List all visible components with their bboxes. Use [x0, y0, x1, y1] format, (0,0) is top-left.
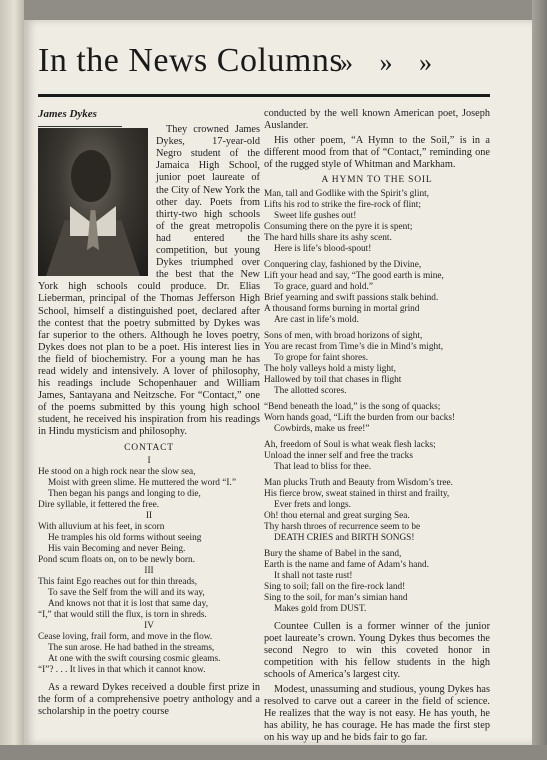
poem-line: Earth is the name and fame of Adam’s hand.: [264, 559, 429, 570]
poem-hymn-to-the-soil: [264, 189, 490, 615]
article-heading: James Dykes: [38, 108, 97, 120]
poem-line: Here is life’s blood-spout!: [274, 243, 372, 254]
right-column: [264, 108, 490, 760]
poem-line: He stood on a high rock near the slow sea,: [38, 466, 196, 477]
page-title: In the News Columns: [38, 42, 344, 79]
stanza-numeral: IV: [144, 620, 154, 631]
poem-line: Cease loving, frail form, and move in the flow.: [38, 631, 213, 642]
poem-line: Lift your head and say, “The good earth is mine,: [264, 270, 444, 281]
poem-line: To grope for faint shores.: [274, 352, 369, 363]
poem-line: Unload the inner self and free the tracks: [264, 450, 413, 461]
page-edge: [532, 0, 547, 760]
portrait-photo: [38, 128, 148, 276]
poem-line: Moist with green slime. He muttered the word “I.”: [48, 477, 236, 488]
poem-stanza: [264, 478, 490, 544]
poem-line: “I”? . . . It lives in that which it cannot know.: [38, 664, 206, 675]
poem-line: Man, tall and Godlike with the Spirit’s glint,: [264, 188, 430, 199]
poem-stanza: [264, 260, 490, 326]
poem-line: Cowbirds, make us free!”: [274, 423, 370, 434]
article-paragraph: Countee Cullen is a former winner of the junior poet laureate’s crown. Young Dykes thus becomes the second Negro to win this coveted honor in competition with his fellow students in the high schools of America’s largest city.: [264, 620, 490, 680]
poem-line: With alluvium at his feet, in scorn: [38, 521, 165, 532]
poem-line: Man plucks Truth and Beauty from Wisdom’s tree.: [264, 477, 453, 488]
poem-line: Makes gold from DUST.: [274, 603, 367, 614]
stanza-numeral: III: [144, 565, 154, 576]
poem-line: Consuming there on the pyre it is spent;: [264, 221, 413, 232]
poem-line: The holy valleys hold a misty light,: [264, 363, 396, 374]
poem-line: Then began his pangs and longing to die,: [48, 488, 201, 499]
poem-line: And knows not that it is lost that same day,: [48, 598, 209, 609]
poem-line: Ever frets and longs.: [274, 499, 351, 510]
poem-line: His fierce brow, sweat stained in thirst and frailty,: [264, 488, 450, 499]
poem-line: Conquering clay, fashioned by the Divine,: [264, 259, 422, 270]
article-paragraph: Modest, unassuming and studious, young Dykes has resolved to carve out a career in the field of science. He realizes that the way is not easy. He has youth, he has ability, he has courage. He has made the first step on his way up and he bids fair to go far.: [264, 684, 490, 744]
poem-line: A thousand forms burning in mortal grind: [264, 303, 420, 314]
poem-stanza: [264, 440, 490, 473]
article-paragraph: His other poem, “A Hymn to the Soil,” is in a different mood from that of “Contact,” reminding one of the rugged style of Whitman and Markham.: [264, 135, 490, 171]
stanza-numeral: II: [145, 510, 153, 521]
poem-title: CONTACT: [124, 442, 174, 453]
poem-line: At one with the swift coursing cosmic gleams.: [48, 653, 221, 664]
poem-stanza: [264, 189, 490, 255]
book-spine: [0, 0, 24, 760]
stanza-numeral: I: [147, 455, 151, 466]
poem-stanza: [264, 402, 490, 435]
poem-stanza: [264, 549, 490, 615]
poem-line: He tramples his old forms without seeing: [48, 532, 202, 543]
poem-line: The sun arose. He had bathed in the streams,: [48, 642, 215, 653]
poem-line: Lifts his rod to strike the fire-rock of flint;: [264, 199, 421, 210]
poem-title: A HYMN TO THE SOIL: [321, 175, 433, 186]
poem-line: Hallowed by toil that chases in flight: [264, 374, 402, 385]
article-paragraph: They crowned James Dykes, 17-year-old Negro student of the Jamaica High School, junior poet laureate of the City of New York the other day. Poets from thirty-two high schools of the great metropolis had entered the competition, but young Dykes triumphed over the best that the New York high schools could produce. Dr. Elias Lieberman, principal of the Thomas Jefferson High School, himself a distinguished poet, declared after the contest that the poetry submitted by Dykes was far superior to the others. Although he loves poetry, Dykes does not plan to be a poet. His interest lies in the field of biochemistry. For a young man he has read widely and intensively. A lover of philosophy, his readings include Schopenhauer and William James, Santayana and Neitzsche. For “Contact,” one of the poems submitted by this young high school student, he received his inspiration from his readings in Hindu mysticism and philosophy.: [38, 124, 260, 438]
page-edge-bottom: [0, 745, 547, 760]
poem-line: This faint Ego reaches out for thin threads,: [38, 576, 198, 587]
poem-line: The allotted scores.: [274, 385, 347, 396]
chevron-ornaments: » » »: [340, 48, 432, 77]
poem-line: DEATH CRIES and BIRTH SONGS!: [274, 532, 415, 543]
header-rule: [38, 94, 490, 97]
poem-line: Oh! thou eternal and great surging Sea.: [264, 510, 410, 521]
poem-line: Brief yearning and swift passions stalk behind.: [264, 292, 439, 303]
poem-line: Sing to soil; fall on the fire-rock land!: [264, 581, 406, 592]
poem-line: Worn hands goad, “Lift the burden from our backs!: [264, 412, 456, 423]
poem-line: “I,” that would still the flux, is torn in shreds.: [38, 609, 207, 620]
poem-line: To save the Self from the will and its way,: [48, 587, 205, 598]
poem-stanza: [264, 331, 490, 397]
poem-line: Ah, freedom of Soul is what weak flesh lacks;: [264, 439, 436, 450]
poem-line: Are cast in life’s mold.: [274, 314, 359, 325]
poem-line: Sons of men, with broad horizons of sight,: [264, 330, 423, 341]
poem-line: You are recast from Time’s die in Mind’s might,: [264, 341, 444, 352]
poem-line: That lead to bliss for thee.: [274, 461, 372, 472]
heading-underline: [38, 126, 122, 127]
poem-line: Pond scum floats on, on to be newly born.: [38, 554, 195, 565]
poem-line: His vain Becoming and never Being.: [48, 543, 186, 554]
poem-line: Sing to the soil, for man’s simian hand: [264, 592, 408, 603]
article-paragraph: conducted by the well known American poet, Joseph Auslander.: [264, 108, 490, 132]
poem-line: The hard hills share its ashy scent.: [264, 232, 392, 243]
poem-line: Bury the shame of Babel in the sand,: [264, 548, 402, 559]
poem-line: Thy harsh throes of recurrence seem to be: [264, 521, 421, 532]
poem-line: It shall not taste rust!: [274, 570, 353, 581]
poem-line: “Bend beneath the load,” is the song of quacks;: [264, 401, 441, 412]
poem-line: Dire syllable, it fettered the free.: [38, 499, 160, 510]
article-paragraph: As a reward Dykes received a double first prize in the form of a comprehensive poetry anthology and a scholarship in the poetry course: [38, 681, 260, 717]
left-column: [38, 108, 260, 721]
poem-line: To grace, guard and hold.”: [274, 281, 373, 292]
poem-contact: [38, 456, 260, 676]
poem-line: Sweet life gushes out!: [274, 210, 357, 221]
